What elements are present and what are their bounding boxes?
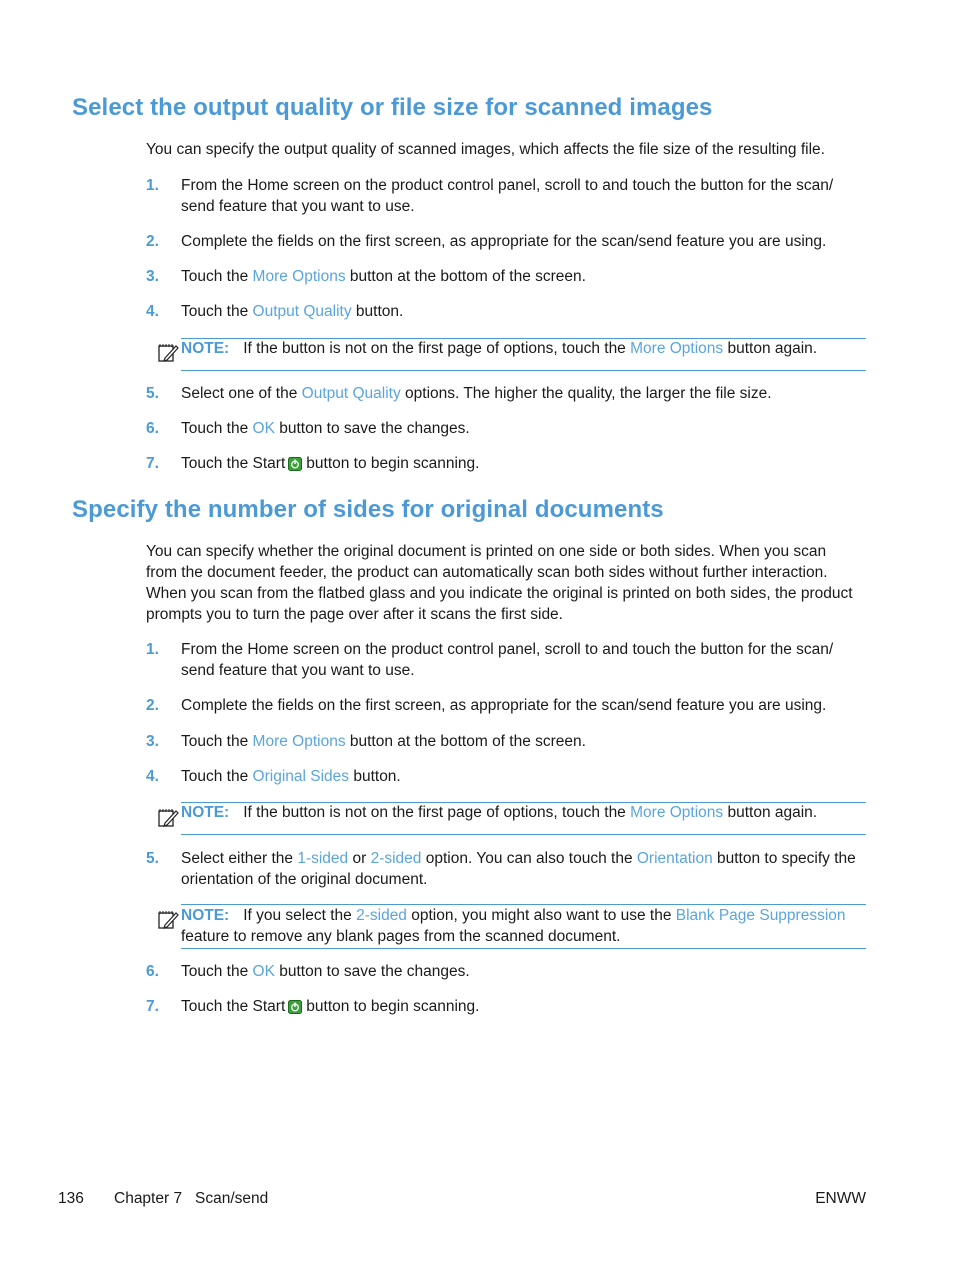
start-button-icon	[288, 457, 302, 471]
step-text: Touch the Start button to begin scanning.	[181, 455, 480, 472]
step-text: Touch the More Options button at the bottom of the screen.	[181, 733, 586, 750]
step-text: Touch the Output Quality button.	[181, 303, 404, 320]
orientation-link[interactable]: Orientation	[636, 850, 713, 867]
step-text: Select one of the Output Quality options. The higher the quality, the larger the file size.	[181, 385, 772, 402]
step-number: 2.	[146, 697, 159, 714]
step-text: Touch the OK button to save the changes.	[181, 420, 470, 437]
step-number: 4.	[146, 303, 159, 320]
step-text: Touch the More Options button at the bottom of the screen.	[181, 268, 586, 285]
ok-link[interactable]: OK	[252, 963, 275, 980]
section-intro: You can specify whether the original document is printed on one side or both sides. When you scan from the document feeder, the product can automatically scan both sides without further interaction. When you scan from the flatbed glass and you indicate the original is printed on both sides, the product prompts you to turn the page over after it scans the first side.	[146, 543, 853, 623]
chapter-label: Chapter 7 Scan/send	[114, 1190, 269, 1207]
step-text: Select either the 1-sided or 2-sided option. You can also touch the Orientation button to specify the orientation of the original document.	[181, 850, 856, 888]
note-box: NOTE: If you select the 2-sided option, you might also want to use the Blank Page Suppression feature to remove any blank pages from the scanned document.	[181, 904, 866, 949]
note-pencil-icon	[157, 341, 179, 363]
more-options-link[interactable]: More Options	[630, 804, 724, 821]
more-options-link[interactable]: More Options	[252, 268, 346, 285]
section-intro: You can specify the output quality of scanned images, which affects the file size of the resulting file.	[146, 141, 825, 158]
more-options-link[interactable]: More Options	[252, 733, 346, 750]
step-number: 5.	[146, 385, 159, 402]
step-text: From the Home screen on the product control panel, scroll to and touch the button for the scan/ send feature that you want to use.	[181, 177, 834, 215]
note-box: NOTE: If the button is not on the first page of options, touch the More Options button again.	[181, 338, 866, 371]
step-number: 1.	[146, 641, 159, 658]
step-text: From the Home screen on the product control panel, scroll to and touch the button for the scan/ send feature that you want to use.	[181, 641, 834, 679]
footer-right-label: ENWW	[815, 1190, 866, 1207]
step-text: Complete the fields on the first screen, as appropriate for the scan/send feature you are using.	[181, 697, 827, 714]
note-label: NOTE:	[181, 907, 230, 924]
step-number: 5.	[146, 850, 159, 867]
step-number: 3.	[146, 268, 159, 285]
blank-page-suppression-link[interactable]: Blank Page Suppression	[675, 907, 846, 924]
output-quality-link[interactable]: Output Quality	[301, 385, 401, 402]
start-button-icon	[288, 1000, 302, 1014]
two-sided-link[interactable]: 2-sided	[370, 850, 422, 867]
step-number: 7.	[146, 998, 159, 1015]
original-sides-link[interactable]: Original Sides	[252, 768, 350, 785]
step-number: 7.	[146, 455, 159, 472]
note-label: NOTE:	[181, 804, 230, 821]
step-text: Touch the Start button to begin scanning.	[181, 998, 480, 1015]
section-title: Specify the number of sides for original documents	[72, 496, 664, 523]
section-title: Select the output quality or file size for scanned images	[72, 94, 713, 121]
page-number: 136	[58, 1190, 84, 1207]
step-number: 3.	[146, 733, 159, 750]
step-number: 6.	[146, 420, 159, 437]
step-text: Touch the Original Sides button.	[181, 768, 401, 785]
note-box: NOTE: If the button is not on the first page of options, touch the More Options button again.	[181, 802, 866, 835]
step-number: 2.	[146, 233, 159, 250]
more-options-link[interactable]: More Options	[630, 340, 724, 357]
step-number: 4.	[146, 768, 159, 785]
one-sided-link[interactable]: 1-sided	[297, 850, 349, 867]
step-number: 1.	[146, 177, 159, 194]
two-sided-link[interactable]: 2-sided	[356, 907, 407, 924]
note-pencil-icon	[157, 908, 179, 930]
output-quality-link[interactable]: Output Quality	[252, 303, 352, 320]
step-number: 6.	[146, 963, 159, 980]
note-label: NOTE:	[181, 340, 230, 357]
step-text: Touch the OK button to save the changes.	[181, 963, 470, 980]
step-text: Complete the fields on the first screen, as appropriate for the scan/send feature you are using.	[181, 233, 827, 250]
note-pencil-icon	[157, 806, 179, 828]
ok-link[interactable]: OK	[252, 420, 275, 437]
